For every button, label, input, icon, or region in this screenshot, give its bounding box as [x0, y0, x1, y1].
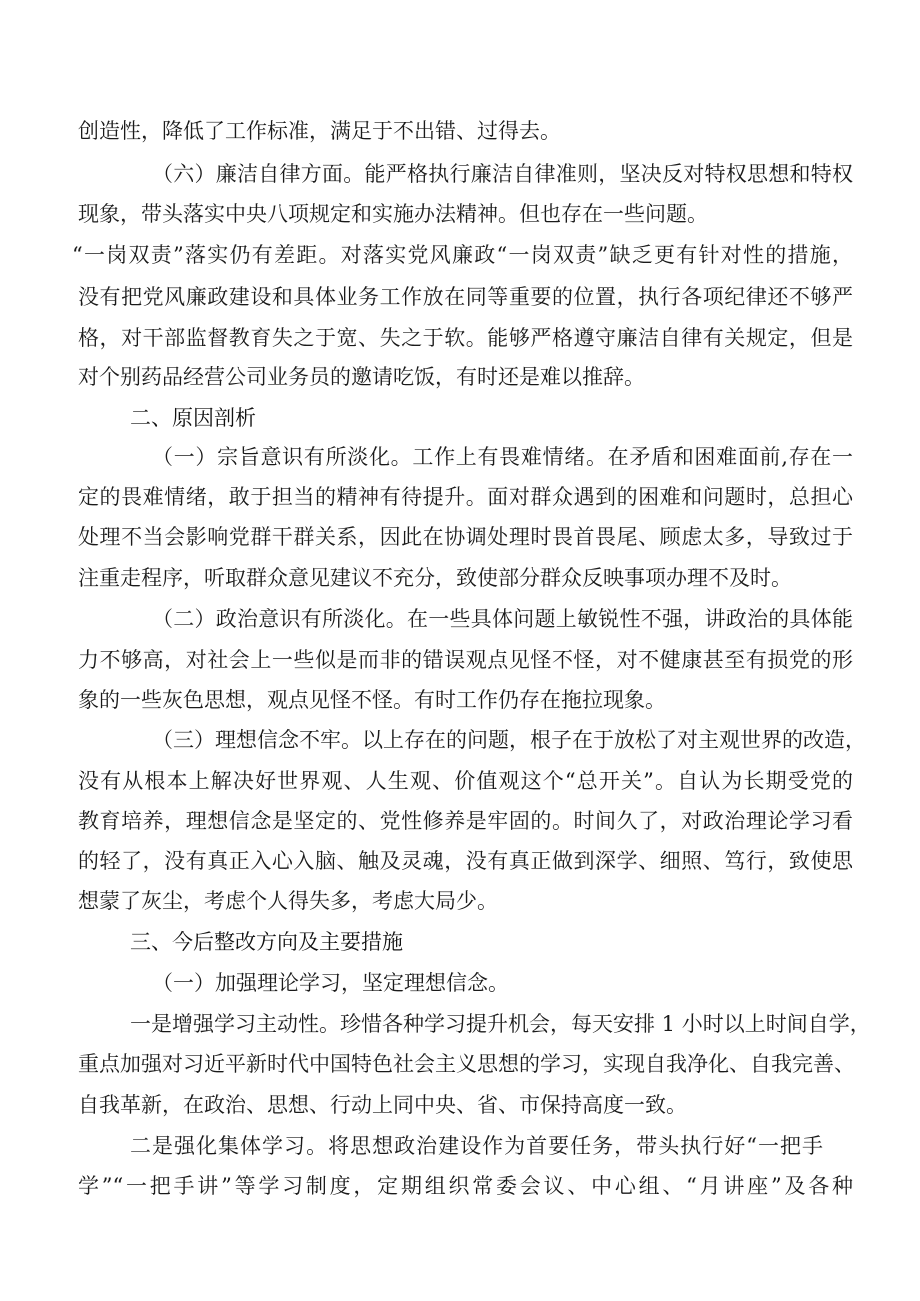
section-heading: 二、原因剖析: [130, 406, 256, 430]
paragraph-line: “一岗双责”落实仍有差距。对落实党风廉政“一岗双责”缺乏更有针对性的措施，: [72, 243, 853, 267]
paragraph-line: 注重走程序，听取群众意见建议不充分，致使部分群众反映事项办理不及时。: [78, 566, 792, 590]
paragraph-line: 重点加强对习近平新时代中国特色社会主义思想的学习，实现自我净化、自我完善、: [78, 1052, 855, 1076]
paragraph-line: 格，对干部监督教育失之于宽、失之于软。能够严格遵守廉洁自律有关规定，但是: [78, 326, 853, 350]
paragraph-line: 定的畏难情绪，敢于担当的精神有待提升。面对群众遇到的困难和问题时，总担心: [78, 485, 853, 509]
paragraph-line: （一）宗旨意识有所淡化。工作上有畏难情绪。在矛盾和困难面前,存在一: [152, 445, 853, 469]
paragraph-line: 力不够高，对社会上一些似是而非的错误观点见怪不怪，对不健康甚至有损党的形: [78, 648, 853, 672]
paragraph-line: 没有从根本上解决好世界观、人生观、价值观这个“总开关”。自认为长期受党的: [78, 769, 853, 793]
paragraph-line: 象的一些灰色思想，观点见怪不怪。有时工作仍存在拖拉现象。: [78, 688, 666, 712]
paragraph-line: （六）廉洁自律方面。能严格执行廉洁自律准则，坚决反对特权思想和特权: [152, 162, 853, 186]
paragraph-line: （三）理想信念不牢。以上存在的问题，根子在于放松了对主观世界的改造，: [152, 728, 866, 752]
paragraph-line: 一是增强学习主动性。珍惜各种学习提升机会，每天安排 1 小时以上时间自学，: [130, 1012, 871, 1036]
paragraph-line: 创造性，降低了工作标准，满足于不出错、过得去。: [78, 119, 561, 143]
paragraph-line: 现象，带头落实中央八项规定和实施办法精神。但也存在一些问题。: [78, 202, 708, 226]
paragraph-line: （二）政治意识有所淡化。在一些具体问题上敏锐性不强，讲政治的具体能: [152, 607, 853, 631]
paragraph-line: 处理不当会影响党群干群关系，因此在协调处理时畏首畏尾、顾虑太多，导致过于: [78, 525, 853, 549]
paragraph-line: 自我革新，在政治、思想、行动上同中央、省、市保持高度一致。: [78, 1093, 687, 1117]
section-heading: 三、今后整改方向及主要措施: [130, 930, 403, 954]
paragraph-line: 想蒙了灰尘，考虑个人得失多，考虑大局少。: [78, 889, 498, 913]
subsection-heading: （一）加强理论学习，坚定理想信念。: [152, 971, 509, 995]
paragraph-line: 教育培养，理想信念是坚定的、党性修养是牢固的。时间久了，对政治理论学习看: [78, 809, 853, 833]
paragraph-line: 没有把党风廉政建设和具体业务工作放在同等重要的位置，执行各项纪律还不够严: [78, 285, 853, 309]
paragraph-line: 对个别药品经营公司业务员的邀请吃饭，有时还是难以推辞。: [78, 365, 645, 389]
paragraph-line: 的轻了，没有真正入心入脑、触及灵魂，没有真正做到深学、细照、笃行，致使思: [78, 849, 853, 873]
paragraph-line: 二是强化集体学习。将思想政治建设作为首要任务，带头执行好“一把手: [130, 1134, 823, 1158]
paragraph-line: 学”“一把手讲”等学习制度，定期组织常委会议、中心组、“月讲座”及各种: [78, 1174, 853, 1198]
